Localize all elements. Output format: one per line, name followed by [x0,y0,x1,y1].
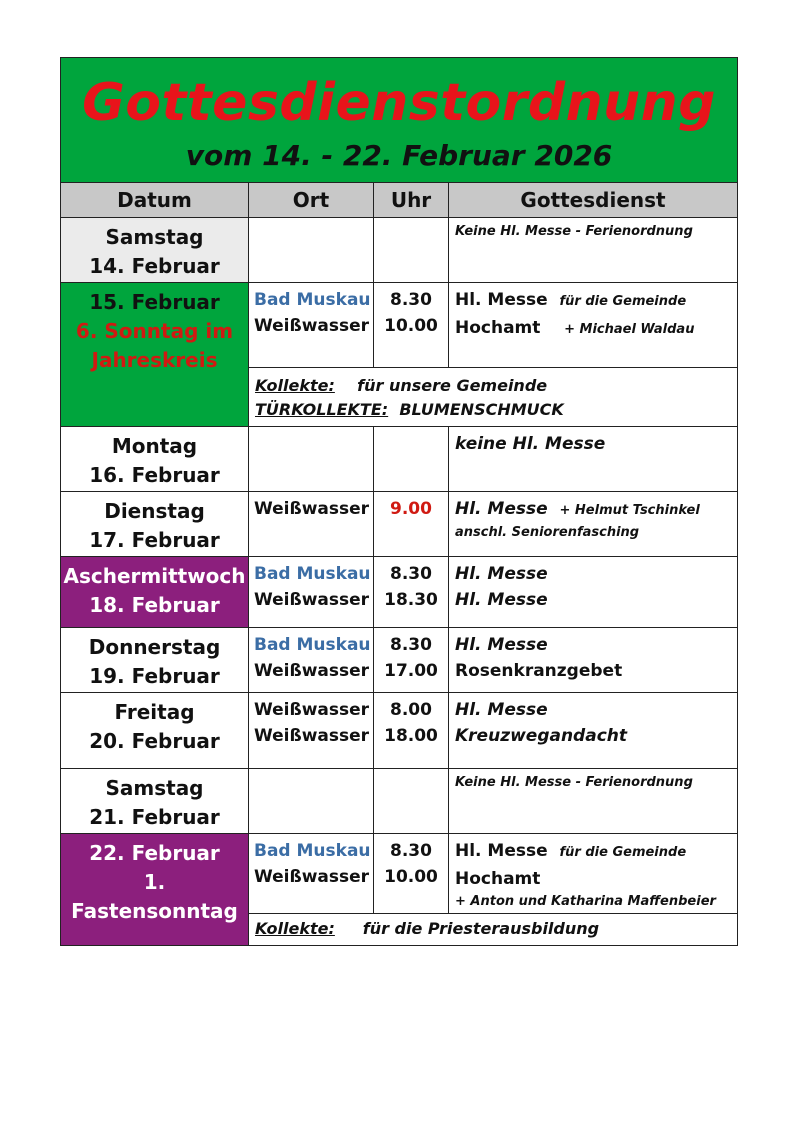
date-label: 20. Februar [89,729,220,753]
service-label: Hl. Messe [455,841,548,861]
door-collection-text: BLUMENSCHMUCK [399,400,564,419]
ort-cell [249,834,374,914]
time-label: 10.00 [384,316,438,336]
service-label: Hl. Messe [455,590,548,610]
uhr-cell [374,283,449,368]
collection-label: Kollekte: [255,376,335,395]
feast-label: Aschermittwoch [63,564,246,588]
header-banner [60,57,738,182]
time-label: 8.30 [390,564,432,584]
service-cell [449,557,738,628]
weekday-label: Dienstag [104,499,205,523]
service-cell [449,427,738,492]
service-label: Hl. Messe [455,499,548,519]
location-label: Bad Muskau [254,841,371,861]
date-label: 16. Februar [89,463,220,487]
table-row [61,693,738,769]
uhr-cell [374,693,449,769]
ort-cell [249,693,374,769]
service-intention: + Anton und Katharina Maffenbeier [455,894,716,909]
service-intention: für die Gemeinde [559,845,687,860]
uhr-cell [374,218,449,283]
weekday-label: Samstag [105,225,204,249]
service-note: anschl. Seniorenfasching [455,525,640,540]
column-header-uhr: Uhr [374,183,449,218]
date-label: 15. Februar [89,290,220,314]
service-cell [449,628,738,693]
feast-label: Jahreskreis [91,348,218,372]
date-cell [61,834,249,946]
service-label: Hl. Messe [455,700,548,720]
feast-label: 1. Fastensonntag [71,870,238,923]
time-label: 8.30 [390,290,432,310]
date-label: 21. Februar [89,805,220,829]
date-cell [61,427,249,492]
ort-cell [249,628,374,693]
weekday-label: Freitag [114,700,195,724]
time-label: 10.00 [384,867,438,887]
time-label: 8.30 [390,841,432,861]
collection-cell [249,368,738,427]
service-note: Keine Hl. Messe - Ferienordnung [455,224,693,239]
uhr-cell [374,557,449,628]
uhr-cell [374,628,449,693]
table-row [61,218,738,283]
collection-text: für unsere Gemeinde [357,376,548,395]
date-label: 14. Februar [89,254,220,278]
collection-text: für die Priesterausbildung [362,919,600,938]
location-label: Bad Muskau [254,635,371,655]
ort-cell [249,557,374,628]
column-header-ort: Ort [249,183,374,218]
table-header-row [61,183,738,218]
location-label: Weißwasser [254,726,370,746]
date-cell [61,492,249,557]
time-label: 18.30 [384,590,438,610]
date-label: 18. Februar [89,593,220,617]
service-cell [449,769,738,834]
weekday-label: Samstag [105,776,204,800]
column-header-datum: Datum [61,183,249,218]
service-cell [449,492,738,557]
collection-cell [249,914,738,946]
uhr-cell [374,834,449,914]
table-row [61,283,738,368]
weekday-label: Montag [111,434,198,458]
date-label: 17. Februar [89,528,220,552]
service-label: Hl. Messe [455,564,548,584]
service-cell [449,834,738,914]
location-label: Weißwasser [254,700,370,720]
time-label: 8.30 [390,635,432,655]
service-cell [449,693,738,769]
service-intention: + Helmut Tschinkel [559,503,700,518]
table-row [61,557,738,628]
date-cell [61,218,249,283]
service-cell [449,218,738,283]
service-intention: + Michael Waldau [564,322,695,337]
table-row [61,834,738,914]
page-title: Gottesdienstordnung [82,73,716,133]
location-label: Bad Muskau [254,290,371,310]
service-label: Kreuzwegandacht [455,726,628,746]
date-cell [61,693,249,769]
door-collection-label: TÜRKOLLEKTE: [255,400,389,419]
weekday-label: Donnerstag [88,635,221,659]
column-header-gottesdienst: Gottesdienst [449,183,738,218]
service-note: Keine Hl. Messe - Ferienordnung [455,775,693,790]
service-intention: für die Gemeinde [559,294,687,309]
service-label: keine Hl. Messe [455,434,606,454]
location-label: Weißwasser [254,316,370,336]
schedule-table [60,182,738,946]
collection-label: Kollekte: [255,919,335,938]
date-label: 19. Februar [89,664,220,688]
time-label: 9.00 [390,499,432,519]
ort-cell [249,283,374,368]
service-label: Rosenkranzgebet [455,661,623,681]
date-cell [61,557,249,628]
schedule-sheet [60,57,738,946]
location-label: Weißwasser [254,499,370,519]
table-row [61,427,738,492]
table-row [61,492,738,557]
feast-label: 6. Sonntag im [75,319,234,343]
date-range-subtitle: vom 14. - 22. Februar 2026 [185,139,613,172]
table-row [61,628,738,693]
location-label: Bad Muskau [254,564,371,584]
location-label: Weißwasser [254,590,370,610]
uhr-cell [374,769,449,834]
date-label: 22. Februar [89,841,220,865]
date-cell [61,628,249,693]
service-cell [449,283,738,368]
ort-cell [249,769,374,834]
service-label: Hochamt [455,869,541,889]
time-label: 17.00 [384,661,438,681]
ort-cell [249,492,374,557]
location-label: Weißwasser [254,867,370,887]
location-label: Weißwasser [254,661,370,681]
ort-cell [249,427,374,492]
table-row [61,769,738,834]
time-label: 8.00 [390,700,432,720]
ort-cell [249,218,374,283]
date-cell [61,769,249,834]
time-label: 18.00 [384,726,438,746]
uhr-cell [374,492,449,557]
service-label: Hochamt [455,318,541,338]
uhr-cell [374,427,449,492]
service-label: Hl. Messe [455,635,548,655]
date-cell [61,283,249,427]
service-label: Hl. Messe [455,290,548,310]
